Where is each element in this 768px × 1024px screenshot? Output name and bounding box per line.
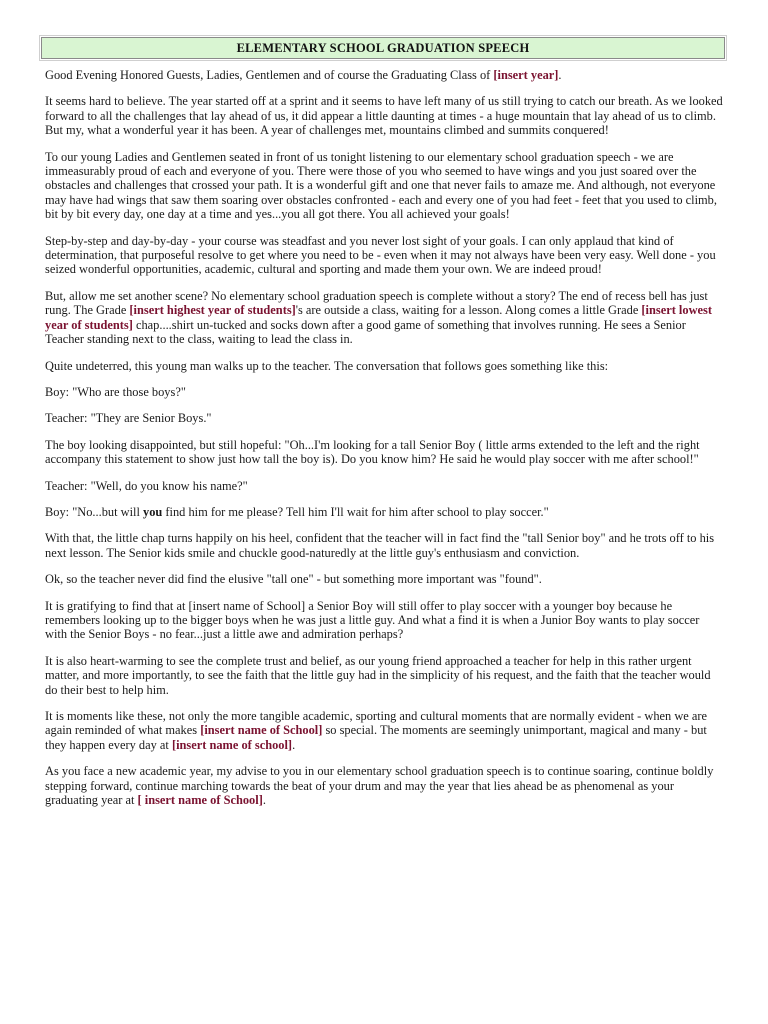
speech-paragraph	[45, 411, 723, 425]
speech-paragraph	[45, 94, 723, 137]
speech-paragraph	[45, 385, 723, 399]
paragraph-text: Ok, so the teacher never did find the elusive "tall one" - but something more important was "found".	[45, 572, 542, 587]
speech-paragraph	[45, 599, 723, 642]
paragraph-text: so special. The moments are seemingly unimportant, magical and many - but they happen every day at	[45, 723, 707, 752]
paragraph-text: 's are outside a class, waiting for a lesson. Along comes a little Grade	[295, 303, 642, 318]
speech-paragraph	[45, 709, 723, 752]
paragraph-text: Teacher: "They are Senior Boys."	[45, 411, 212, 426]
speech-paragraph	[45, 479, 723, 493]
emphasis-text: you	[143, 504, 163, 519]
speech-paragraph	[45, 438, 723, 467]
paragraph-text: .	[292, 737, 296, 752]
speech-paragraph	[45, 764, 723, 807]
paragraph-text: Boy: "Who are those boys?"	[45, 384, 186, 399]
placeholder-text: [insert year]	[493, 68, 559, 82]
paragraph-text: .	[558, 68, 562, 82]
paragraph-text: Teacher: "Well, do you know his name?"	[45, 478, 248, 493]
paragraph-text: Step-by-step and day-by-day - your course was steadfast and you never lost sight of your goals. I can only applaud that kind of determination, that purposeful resolve to get where you need to be - even when it may not always have been very easy. Well done - you seized wonderful opportunities, academic, cultural and sporting and made them your own. We are indeed proud!	[45, 233, 716, 277]
paragraph-text: Good Evening Honored Guests, Ladies, Gentlemen and of course the Graduating Class of	[45, 68, 494, 82]
speech-paragraph	[45, 359, 723, 373]
speech-body	[45, 68, 723, 819]
placeholder-text: [insert lowest year of students]	[45, 303, 712, 332]
speech-paragraph	[45, 572, 723, 586]
paragraph-text: It is also heart-warming to see the complete trust and belief, as our young friend approached a teacher for help in this rather urgent matter, and more importantly, to see the faith that the little guy had in the simplicity of his request, and the faith that the teacher would do their best to help him.	[45, 653, 711, 697]
speech-paragraph	[45, 505, 723, 519]
speech-paragraph	[45, 150, 723, 222]
placeholder-text: [insert name of school]	[171, 737, 293, 752]
placeholder-text: [ insert name of School]	[137, 793, 263, 808]
paragraph-text: As you face a new academic year, my advise to you in our elementary school graduation speech is to continue soaring, continue boldly stepping forward, continue marching towards the beat of your drum and may the year that lies ahead be as phenomenal as your graduating year at	[45, 764, 714, 808]
paragraph-text: chap....shirt un-tucked and socks down after a good game of something that involves running. He sees a Senior Teacher standing next to the class, waiting to lead the class in.	[45, 317, 686, 347]
placeholder-text: [insert highest year of students]	[129, 303, 296, 318]
placeholder-text: [insert name of School]	[200, 723, 323, 738]
paragraph-text: To our young Ladies and Gentlemen seated in front of us tonight listening to our elementary school graduation speech - we are immeasurably proud of each and everyone of you. There were those of you who seemed to have wings and you just soared over the obstacles and challenges that crossed your path. It is a wonderful gift and one that never fails to amaze me. And although, not everyone may have had wings that saw them soaring over obstacles confronted - each and every one of you had feet - feet that you used to climb, bit by bit every day, one day at a time and yes...you all got there. You all achieved your goals!	[45, 149, 717, 222]
paragraph-text: But, allow me set another scene? No elementary school graduation speech is complete without a story? The end of recess bell has just rung. The Grade	[45, 288, 708, 318]
title-banner	[41, 37, 725, 59]
speech-paragraph	[45, 531, 723, 560]
paragraph-text: .	[262, 793, 266, 808]
paragraph-text: With that, the little chap turns happily on his heel, confident that the teacher will in fact find the "tall Senior boy" and he trots off to his next lesson. The Senior kids smile and chuckle good-naturedly at the little guy's enthusiasm and conviction.	[45, 531, 715, 560]
paragraph-text: The boy looking disappointed, but still hopeful: "Oh...I'm looking for a tall Senior Boy ( little arms extended to the left and the right accompany this statement to show just how tall the boy is). Do you know him? He said he would play soccer with me after school!"	[45, 437, 700, 467]
paragraph-text: Boy: "No...but will	[45, 504, 143, 519]
document-title: ELEMENTARY SCHOOL GRADUATION SPEECH	[236, 40, 530, 55]
speech-paragraph	[45, 654, 723, 697]
paragraph-text: find him for me please? Tell him I'll wait for him after school to play soccer."	[162, 504, 549, 519]
paragraph-text: It seems hard to believe. The year started off at a sprint and it seems to have left many of us still trying to catch our breath. As we looked forward to all the challenges that lay ahead of us, it did appear a little daunting at times - a huge mountain that lay ahead of us to climb. But my, what a wonderful year it has been. A year of challenges met, mountains climbed and summits conquered!	[45, 94, 723, 138]
speech-paragraph	[45, 234, 723, 277]
paragraph-text: It is moments like these, not only the more tangible academic, sporting and cultural moments that are normally evident - when we are again reminded of what makes	[45, 709, 708, 738]
paragraph-text: Quite undeterred, this young man walks up to the teacher. The conversation that follows goes something like this:	[45, 358, 609, 373]
paragraph-text: It is gratifying to find that at [insert name of School] a Senior Boy will still offer to play soccer with a younger boy because he remembers looking up to the bigger boys when he was just a little guy. And what a find it is when a Junior Boy wants to play soccer with the Senior Boys - no fear...just a little awe and admiration perhaps?	[45, 598, 700, 642]
speech-paragraph	[45, 289, 723, 347]
speech-paragraph	[45, 68, 723, 82]
